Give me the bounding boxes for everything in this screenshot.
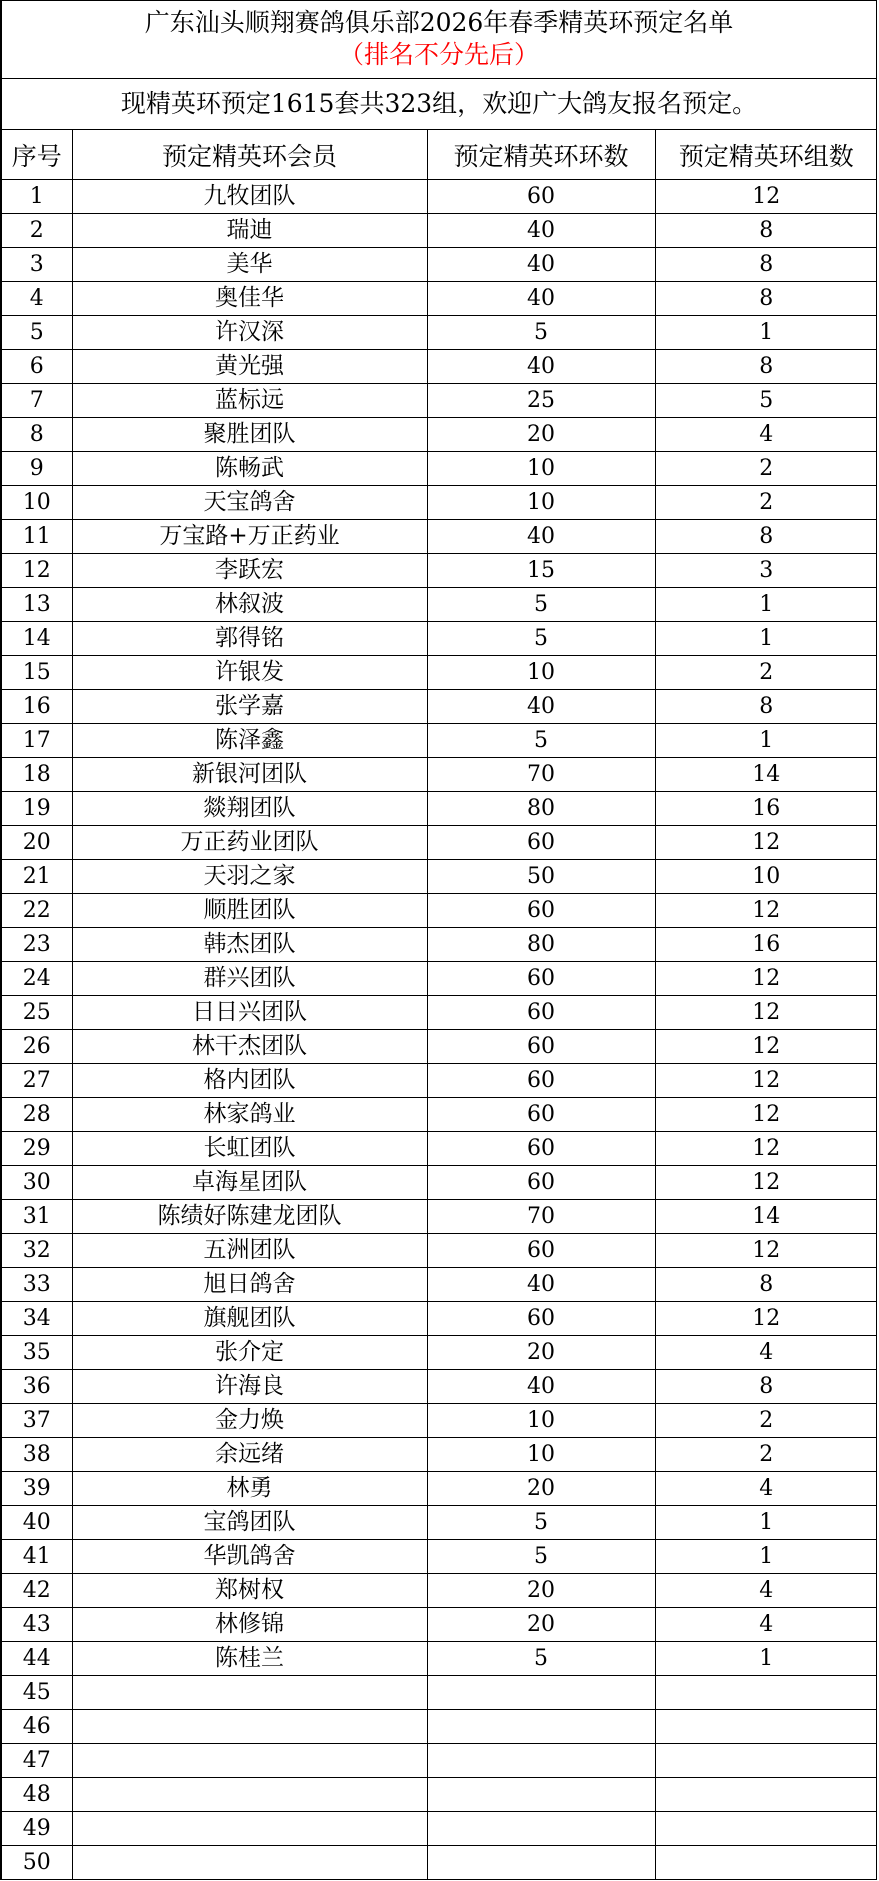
group-count-cell: 8 <box>655 1268 877 1302</box>
ring-count-cell: 20 <box>427 1574 655 1608</box>
table-row <box>2 928 877 962</box>
header-group-count: 预定精英环组数 <box>655 130 877 180</box>
ring-count-cell: 20 <box>427 1336 655 1370</box>
serial-number-cell: 10 <box>2 486 72 520</box>
table-row <box>2 316 877 350</box>
header-member: 预定精英环会员 <box>72 130 427 180</box>
ring-count-cell: 10 <box>427 1438 655 1472</box>
ring-count-cell <box>427 1812 655 1846</box>
ring-count-cell: 5 <box>427 724 655 758</box>
group-count-cell: 4 <box>655 1608 877 1642</box>
serial-number-cell: 38 <box>2 1438 72 1472</box>
serial-number-cell: 48 <box>2 1778 72 1812</box>
ring-count-cell: 40 <box>427 520 655 554</box>
group-count-cell: 12 <box>655 826 877 860</box>
member-name-cell: 万正药业团队 <box>72 826 427 860</box>
table-row <box>2 962 877 996</box>
ranking-note: （排名不分先后） <box>338 40 539 69</box>
table-row <box>2 350 877 384</box>
member-name-cell <box>72 1744 427 1778</box>
ring-count-cell <box>427 1846 655 1880</box>
serial-number-cell: 13 <box>2 588 72 622</box>
member-name-cell <box>72 1778 427 1812</box>
ring-count-cell <box>427 1710 655 1744</box>
group-count-cell: 8 <box>655 690 877 724</box>
ring-count-cell: 40 <box>427 1370 655 1404</box>
serial-number-cell: 4 <box>2 282 72 316</box>
serial-number-cell: 26 <box>2 1030 72 1064</box>
serial-number-cell: 11 <box>2 520 72 554</box>
serial-number-cell: 30 <box>2 1166 72 1200</box>
group-count-cell <box>655 1812 877 1846</box>
ring-count-cell: 5 <box>427 1540 655 1574</box>
serial-number-cell: 22 <box>2 894 72 928</box>
document-title: 广东汕头顺翔赛鸽俱乐部2026年春季精英环预定名单 <box>144 8 734 37</box>
member-name-cell: 张学嘉 <box>72 690 427 724</box>
ring-count-cell: 40 <box>427 690 655 724</box>
ring-count-cell: 5 <box>427 622 655 656</box>
table-row <box>2 554 877 588</box>
table-row <box>2 1200 877 1234</box>
ring-count-cell: 5 <box>427 316 655 350</box>
group-count-cell: 14 <box>655 1200 877 1234</box>
ring-count-cell <box>427 1778 655 1812</box>
table-row <box>2 452 877 486</box>
member-name-cell: 燚翔团队 <box>72 792 427 826</box>
member-name-cell: 林修锦 <box>72 1608 427 1642</box>
serial-number-cell: 8 <box>2 418 72 452</box>
table-row <box>2 248 877 282</box>
member-name-cell: 万宝路+万正药业 <box>72 520 427 554</box>
serial-number-cell: 2 <box>2 214 72 248</box>
serial-number-cell: 9 <box>2 452 72 486</box>
ring-count-cell: 5 <box>427 1642 655 1676</box>
member-name-cell: 聚胜团队 <box>72 418 427 452</box>
member-name-cell: 郑树权 <box>72 1574 427 1608</box>
ring-count-cell: 20 <box>427 418 655 452</box>
table-row <box>2 1710 877 1744</box>
serial-number-cell: 5 <box>2 316 72 350</box>
serial-number-cell: 31 <box>2 1200 72 1234</box>
serial-number-cell: 18 <box>2 758 72 792</box>
ring-count-cell: 10 <box>427 656 655 690</box>
table-row <box>2 1846 877 1880</box>
table-row <box>2 894 877 928</box>
member-name-cell <box>72 1812 427 1846</box>
table-row <box>2 1642 877 1676</box>
member-name-cell: 华凯鸽舍 <box>72 1540 427 1574</box>
group-count-cell: 2 <box>655 1404 877 1438</box>
table-row <box>2 1812 877 1846</box>
member-name-cell: 日日兴团队 <box>72 996 427 1030</box>
reservation-notice: 现精英环预定1615套共323组，欢迎广大鸽友报名预定。 <box>2 79 876 130</box>
ring-count-cell: 10 <box>427 452 655 486</box>
group-count-cell: 16 <box>655 928 877 962</box>
group-count-cell: 12 <box>655 1030 877 1064</box>
serial-number-cell: 47 <box>2 1744 72 1778</box>
ring-count-cell: 25 <box>427 384 655 418</box>
table-row <box>2 1506 877 1540</box>
ring-count-cell: 60 <box>427 962 655 996</box>
member-name-cell: 旭日鸽舍 <box>72 1268 427 1302</box>
group-count-cell: 1 <box>655 588 877 622</box>
table-row <box>2 996 877 1030</box>
table-row <box>2 1064 877 1098</box>
group-count-cell <box>655 1676 877 1710</box>
member-name-cell: 长虹团队 <box>72 1132 427 1166</box>
serial-number-cell: 36 <box>2 1370 72 1404</box>
group-count-cell: 1 <box>655 622 877 656</box>
member-name-cell: 顺胜团队 <box>72 894 427 928</box>
member-name-cell: 李跃宏 <box>72 554 427 588</box>
member-name-cell: 天宝鸽舍 <box>72 486 427 520</box>
group-count-cell: 2 <box>655 452 877 486</box>
table-row <box>2 1132 877 1166</box>
member-name-cell: 林叙波 <box>72 588 427 622</box>
group-count-cell <box>655 1846 877 1880</box>
serial-number-cell: 14 <box>2 622 72 656</box>
group-count-cell: 14 <box>655 758 877 792</box>
group-count-cell: 8 <box>655 248 877 282</box>
table-row <box>2 758 877 792</box>
ring-count-cell: 60 <box>427 1166 655 1200</box>
serial-number-cell: 34 <box>2 1302 72 1336</box>
member-name-cell: 宝鸽团队 <box>72 1506 427 1540</box>
member-name-cell: 五洲团队 <box>72 1234 427 1268</box>
serial-number-cell: 41 <box>2 1540 72 1574</box>
serial-number-cell: 12 <box>2 554 72 588</box>
serial-number-cell: 1 <box>2 180 72 214</box>
group-count-cell: 1 <box>655 724 877 758</box>
ring-count-cell: 50 <box>427 860 655 894</box>
serial-number-cell: 19 <box>2 792 72 826</box>
group-count-cell: 4 <box>655 1336 877 1370</box>
ring-count-cell: 60 <box>427 826 655 860</box>
member-name-cell: 林勇 <box>72 1472 427 1506</box>
table-row <box>2 1472 877 1506</box>
group-count-cell: 4 <box>655 1574 877 1608</box>
table-row <box>2 384 877 418</box>
table-row <box>2 520 877 554</box>
serial-number-cell: 7 <box>2 384 72 418</box>
ring-count-cell: 60 <box>427 1098 655 1132</box>
table-row <box>2 1098 877 1132</box>
member-name-cell: 金力焕 <box>72 1404 427 1438</box>
group-count-cell <box>655 1778 877 1812</box>
serial-number-cell: 43 <box>2 1608 72 1642</box>
table-row <box>2 1370 877 1404</box>
ring-count-cell: 80 <box>427 792 655 826</box>
ring-count-cell: 60 <box>427 894 655 928</box>
table-row <box>2 1540 877 1574</box>
ring-count-cell: 40 <box>427 1268 655 1302</box>
member-name-cell: 许银发 <box>72 656 427 690</box>
group-count-cell: 12 <box>655 1064 877 1098</box>
ring-count-cell: 60 <box>427 1234 655 1268</box>
table-row <box>2 282 877 316</box>
table-row <box>2 1030 877 1064</box>
ring-count-cell: 40 <box>427 248 655 282</box>
serial-number-cell: 3 <box>2 248 72 282</box>
serial-number-cell: 17 <box>2 724 72 758</box>
ring-count-cell: 5 <box>427 588 655 622</box>
member-name-cell: 韩杰团队 <box>72 928 427 962</box>
ring-count-cell: 40 <box>427 282 655 316</box>
ring-count-cell: 70 <box>427 1200 655 1234</box>
member-name-cell: 奥佳华 <box>72 282 427 316</box>
member-name-cell <box>72 1846 427 1880</box>
member-name-cell: 陈桂兰 <box>72 1642 427 1676</box>
serial-number-cell: 44 <box>2 1642 72 1676</box>
group-count-cell: 8 <box>655 214 877 248</box>
table-row <box>2 860 877 894</box>
group-count-cell: 4 <box>655 1472 877 1506</box>
table-row <box>2 1438 877 1472</box>
serial-number-cell: 28 <box>2 1098 72 1132</box>
serial-number-cell: 20 <box>2 826 72 860</box>
group-count-cell: 1 <box>655 1540 877 1574</box>
serial-number-cell: 45 <box>2 1676 72 1710</box>
member-name-cell: 林干杰团队 <box>72 1030 427 1064</box>
serial-number-cell: 21 <box>2 860 72 894</box>
group-count-cell: 12 <box>655 180 877 214</box>
ring-count-cell: 60 <box>427 1064 655 1098</box>
group-count-cell: 12 <box>655 962 877 996</box>
header-serial-number: 序号 <box>2 130 72 180</box>
group-count-cell: 3 <box>655 554 877 588</box>
serial-number-cell: 6 <box>2 350 72 384</box>
table-row <box>2 1608 877 1642</box>
group-count-cell: 12 <box>655 1132 877 1166</box>
table-row <box>2 1744 877 1778</box>
table-row <box>2 826 877 860</box>
table-row <box>2 1574 877 1608</box>
serial-number-cell: 49 <box>2 1812 72 1846</box>
table-row <box>2 690 877 724</box>
table-row <box>2 1166 877 1200</box>
group-count-cell <box>655 1710 877 1744</box>
group-count-cell: 12 <box>655 1234 877 1268</box>
serial-number-cell: 40 <box>2 1506 72 1540</box>
serial-number-cell: 50 <box>2 1846 72 1880</box>
serial-number-cell: 15 <box>2 656 72 690</box>
table-body <box>2 180 877 1880</box>
ring-count-cell: 20 <box>427 1608 655 1642</box>
member-name-cell: 黄光强 <box>72 350 427 384</box>
header-ring-count: 预定精英环环数 <box>427 130 655 180</box>
table-row <box>2 1336 877 1370</box>
table-row <box>2 1778 877 1812</box>
group-count-cell: 12 <box>655 894 877 928</box>
member-name-cell: 群兴团队 <box>72 962 427 996</box>
group-count-cell: 10 <box>655 860 877 894</box>
group-count-cell: 4 <box>655 418 877 452</box>
table-header-row <box>2 130 877 180</box>
group-count-cell <box>655 1744 877 1778</box>
group-count-cell: 1 <box>655 1506 877 1540</box>
ring-count-cell: 60 <box>427 1132 655 1166</box>
serial-number-cell: 35 <box>2 1336 72 1370</box>
serial-number-cell: 33 <box>2 1268 72 1302</box>
ring-count-cell: 40 <box>427 350 655 384</box>
member-name-cell: 陈畅武 <box>72 452 427 486</box>
member-name-cell: 旗舰团队 <box>72 1302 427 1336</box>
table-row <box>2 1234 877 1268</box>
ring-count-cell: 60 <box>427 996 655 1030</box>
ring-count-cell: 60 <box>427 1030 655 1064</box>
table-row <box>2 588 877 622</box>
ring-count-cell <box>427 1744 655 1778</box>
member-name-cell: 天羽之家 <box>72 860 427 894</box>
group-count-cell: 12 <box>655 1302 877 1336</box>
table-row <box>2 418 877 452</box>
ring-count-cell: 60 <box>427 180 655 214</box>
ring-count-cell: 10 <box>427 486 655 520</box>
ring-count-cell: 20 <box>427 1472 655 1506</box>
group-count-cell: 8 <box>655 282 877 316</box>
group-count-cell: 2 <box>655 656 877 690</box>
member-name-cell: 许汉深 <box>72 316 427 350</box>
member-name-cell: 陈绩好陈建龙团队 <box>72 1200 427 1234</box>
ring-count-cell <box>427 1676 655 1710</box>
serial-number-cell: 42 <box>2 1574 72 1608</box>
group-count-cell: 1 <box>655 316 877 350</box>
group-count-cell: 12 <box>655 1098 877 1132</box>
group-count-cell: 8 <box>655 520 877 554</box>
member-name-cell: 九牧团队 <box>72 180 427 214</box>
group-count-cell: 2 <box>655 486 877 520</box>
table-row <box>2 180 877 214</box>
table-row <box>2 792 877 826</box>
member-name-cell: 美华 <box>72 248 427 282</box>
serial-number-cell: 27 <box>2 1064 72 1098</box>
serial-number-cell: 32 <box>2 1234 72 1268</box>
member-name-cell: 张介定 <box>72 1336 427 1370</box>
member-name-cell: 余远绪 <box>72 1438 427 1472</box>
ring-count-cell: 80 <box>427 928 655 962</box>
ring-count-cell: 15 <box>427 554 655 588</box>
serial-number-cell: 29 <box>2 1132 72 1166</box>
ring-count-cell: 10 <box>427 1404 655 1438</box>
member-name-cell: 郭得铭 <box>72 622 427 656</box>
group-count-cell: 8 <box>655 350 877 384</box>
member-name-cell: 许海良 <box>72 1370 427 1404</box>
serial-number-cell: 37 <box>2 1404 72 1438</box>
table-row <box>2 622 877 656</box>
member-name-cell: 蓝标远 <box>72 384 427 418</box>
table-row <box>2 1268 877 1302</box>
group-count-cell: 2 <box>655 1438 877 1472</box>
title-block <box>2 1 876 79</box>
table-row <box>2 486 877 520</box>
serial-number-cell: 25 <box>2 996 72 1030</box>
ring-count-cell: 5 <box>427 1506 655 1540</box>
table-row <box>2 214 877 248</box>
table-row <box>2 1404 877 1438</box>
group-count-cell: 5 <box>655 384 877 418</box>
group-count-cell: 12 <box>655 996 877 1030</box>
group-count-cell: 12 <box>655 1166 877 1200</box>
serial-number-cell: 23 <box>2 928 72 962</box>
ring-count-cell: 60 <box>427 1302 655 1336</box>
member-name-cell: 瑞迪 <box>72 214 427 248</box>
member-name-cell <box>72 1676 427 1710</box>
table-row <box>2 1302 877 1336</box>
member-name-cell: 新银河团队 <box>72 758 427 792</box>
ring-count-cell: 40 <box>427 214 655 248</box>
serial-number-cell: 24 <box>2 962 72 996</box>
table-row <box>2 1676 877 1710</box>
group-count-cell: 16 <box>655 792 877 826</box>
member-name-cell <box>72 1710 427 1744</box>
reservation-table <box>2 130 877 1880</box>
group-count-cell: 1 <box>655 1642 877 1676</box>
serial-number-cell: 46 <box>2 1710 72 1744</box>
member-name-cell: 林家鸽业 <box>72 1098 427 1132</box>
serial-number-cell: 39 <box>2 1472 72 1506</box>
serial-number-cell: 16 <box>2 690 72 724</box>
table-row <box>2 656 877 690</box>
table-row <box>2 724 877 758</box>
member-name-cell: 卓海星团队 <box>72 1166 427 1200</box>
member-name-cell: 格内团队 <box>72 1064 427 1098</box>
member-name-cell: 陈泽鑫 <box>72 724 427 758</box>
group-count-cell: 8 <box>655 1370 877 1404</box>
ring-count-cell: 70 <box>427 758 655 792</box>
